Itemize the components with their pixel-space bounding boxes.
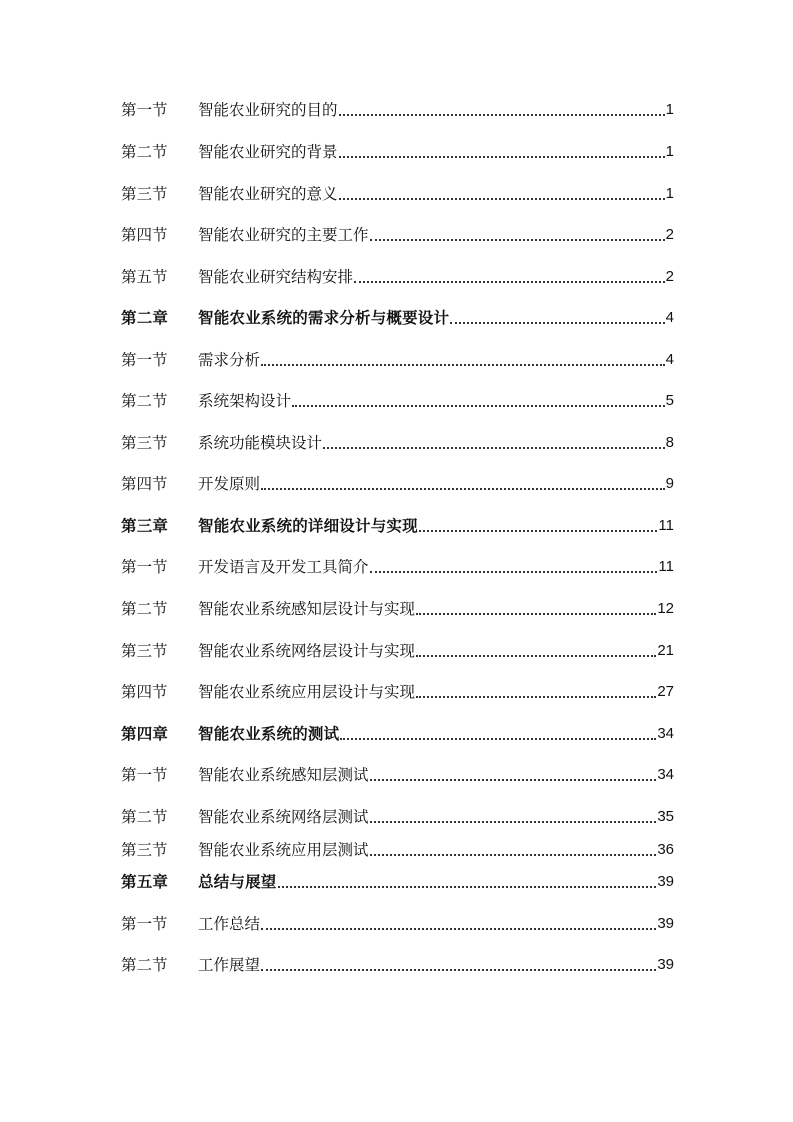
dot-leader xyxy=(339,156,665,158)
toc-entry-number: 第一节 xyxy=(121,915,168,933)
toc-entry-title: 智能农业研究的意义 xyxy=(198,185,338,203)
toc-entry-title: 开发语言及开发工具简介 xyxy=(198,558,369,576)
toc-entry[interactable] xyxy=(121,641,674,661)
toc-entry[interactable] xyxy=(121,682,674,702)
toc-entry-number: 第四节 xyxy=(121,226,168,244)
toc-entry-number: 第一节 xyxy=(121,558,168,576)
toc-chapter-entry[interactable] xyxy=(121,872,674,892)
toc-entry-number: 第二节 xyxy=(121,143,168,161)
dot-leader xyxy=(292,405,665,407)
toc-entry-page: 2 xyxy=(665,268,674,285)
toc-entry[interactable] xyxy=(121,100,674,120)
toc-entry-page: 35 xyxy=(657,808,674,825)
toc-entry-title: 智能农业系统网络层设计与实现 xyxy=(198,642,416,660)
toc-entry-title: 智能农业系统的详细设计与实现 xyxy=(198,517,418,535)
dot-leader xyxy=(339,114,665,116)
toc-entry[interactable] xyxy=(121,914,674,934)
toc-entry[interactable] xyxy=(121,474,674,494)
dot-leader xyxy=(278,886,657,888)
toc-entry-title: 需求分析 xyxy=(198,351,261,369)
toc-entry-page: 34 xyxy=(657,766,674,783)
toc-entry-number: 第三节 xyxy=(121,642,168,660)
dot-leader xyxy=(261,969,656,971)
toc-entry[interactable] xyxy=(121,267,674,287)
toc-entry-page: 12 xyxy=(657,600,674,617)
toc-entry-title: 总结与展望 xyxy=(198,873,277,891)
toc-entry-page: 34 xyxy=(657,725,674,742)
toc-entry-title: 工作展望 xyxy=(198,956,261,974)
toc-entry-number: 第三节 xyxy=(121,841,168,859)
dot-leader xyxy=(261,488,665,490)
toc-entry-title: 智能农业系统网络层测试 xyxy=(198,808,369,826)
toc-entry-page: 27 xyxy=(657,683,674,700)
toc-entry-number: 第四节 xyxy=(121,475,168,493)
toc-entry-page: 9 xyxy=(665,475,674,492)
toc-entry-number: 第二章 xyxy=(121,309,169,327)
dot-leader xyxy=(370,821,657,823)
dot-leader xyxy=(416,696,656,698)
toc-entry[interactable] xyxy=(121,391,674,411)
toc-entry-title: 智能农业研究的目的 xyxy=(198,101,338,119)
toc-entry-page: 1 xyxy=(665,143,674,160)
toc-entry[interactable] xyxy=(121,557,674,577)
dot-leader xyxy=(450,322,664,324)
toc-chapter-entry[interactable] xyxy=(121,724,674,744)
toc-entry[interactable] xyxy=(121,225,674,245)
dot-leader xyxy=(370,571,658,573)
toc-entry-title: 智能农业研究的主要工作 xyxy=(198,226,369,244)
dot-leader xyxy=(354,281,665,283)
toc-entry-page: 39 xyxy=(657,956,674,973)
toc-entry-number: 第二节 xyxy=(121,808,168,826)
toc-entry-number: 第三节 xyxy=(121,434,168,452)
toc-entry-title: 智能农业系统应用层设计与实现 xyxy=(198,683,416,701)
toc-entry[interactable] xyxy=(121,955,674,975)
toc-entry-page: 4 xyxy=(665,351,674,368)
toc-entry[interactable] xyxy=(121,765,674,785)
toc-entry-title: 智能农业系统感知层设计与实现 xyxy=(198,600,416,618)
toc-entry[interactable] xyxy=(121,184,674,204)
toc-entry-title: 系统功能模块设计 xyxy=(198,434,323,452)
toc-entry-number: 第四节 xyxy=(121,683,168,701)
dot-leader xyxy=(340,738,656,740)
toc-entry-page: 8 xyxy=(665,434,674,451)
dot-leader xyxy=(261,928,656,930)
toc-entry[interactable] xyxy=(121,142,674,162)
toc-entry-number: 第二节 xyxy=(121,956,168,974)
toc-entry-number: 第四章 xyxy=(121,725,169,743)
toc-entry-page: 4 xyxy=(665,309,674,326)
toc-chapter-entry[interactable] xyxy=(121,516,674,536)
toc-entry-title: 智能农业系统应用层测试 xyxy=(198,841,369,859)
toc-entry-page: 2 xyxy=(665,226,674,243)
dot-leader xyxy=(370,779,657,781)
toc-entry[interactable] xyxy=(121,350,674,370)
toc-entry-number: 第二节 xyxy=(121,392,168,410)
dot-leader xyxy=(261,364,665,366)
toc-entry-page: 21 xyxy=(657,642,674,659)
toc-entry-page: 11 xyxy=(658,558,674,575)
toc-entry[interactable] xyxy=(121,433,674,453)
dot-leader xyxy=(323,447,665,449)
toc-entry-number: 第五节 xyxy=(121,268,168,286)
toc-chapter-entry[interactable] xyxy=(121,308,674,328)
toc-entry-number: 第一节 xyxy=(121,101,168,119)
toc-entry-title: 智能农业研究的背景 xyxy=(198,143,338,161)
toc-entry-title: 智能农业系统的需求分析与概要设计 xyxy=(198,309,450,327)
toc-entry-number: 第一节 xyxy=(121,766,168,784)
toc-entry-page: 39 xyxy=(657,873,674,890)
dot-leader xyxy=(419,530,658,532)
toc-entry-title: 智能农业研究结构安排 xyxy=(198,268,354,286)
toc-entry-page: 11 xyxy=(658,517,674,534)
toc-entry-title: 智能农业系统的测试 xyxy=(198,725,340,743)
toc-entry-title: 智能农业系统感知层测试 xyxy=(198,766,369,784)
toc-entry-number: 第一节 xyxy=(121,351,168,369)
toc-entry-title: 开发原则 xyxy=(198,475,261,493)
toc-entry-page: 39 xyxy=(657,915,674,932)
toc-entry-number: 第二节 xyxy=(121,600,168,618)
toc-entry-page: 36 xyxy=(657,841,674,858)
dot-leader xyxy=(370,854,657,856)
toc-entry[interactable] xyxy=(121,840,674,860)
toc-entry-number: 第五章 xyxy=(121,873,169,891)
toc-entry-title: 工作总结 xyxy=(198,915,261,933)
toc-entry-page: 5 xyxy=(665,392,674,409)
dot-leader xyxy=(416,655,656,657)
toc-entry-page: 1 xyxy=(665,185,674,202)
toc-entry[interactable] xyxy=(121,599,674,619)
dot-leader xyxy=(339,198,665,200)
toc-entry-number: 第三章 xyxy=(121,517,169,535)
dot-leader xyxy=(416,613,656,615)
toc-entry-number: 第三节 xyxy=(121,185,168,203)
toc-entry[interactable] xyxy=(121,807,674,827)
toc-entry-page: 1 xyxy=(665,101,674,118)
dot-leader xyxy=(370,239,665,241)
toc-entry-title: 系统架构设计 xyxy=(198,392,292,410)
